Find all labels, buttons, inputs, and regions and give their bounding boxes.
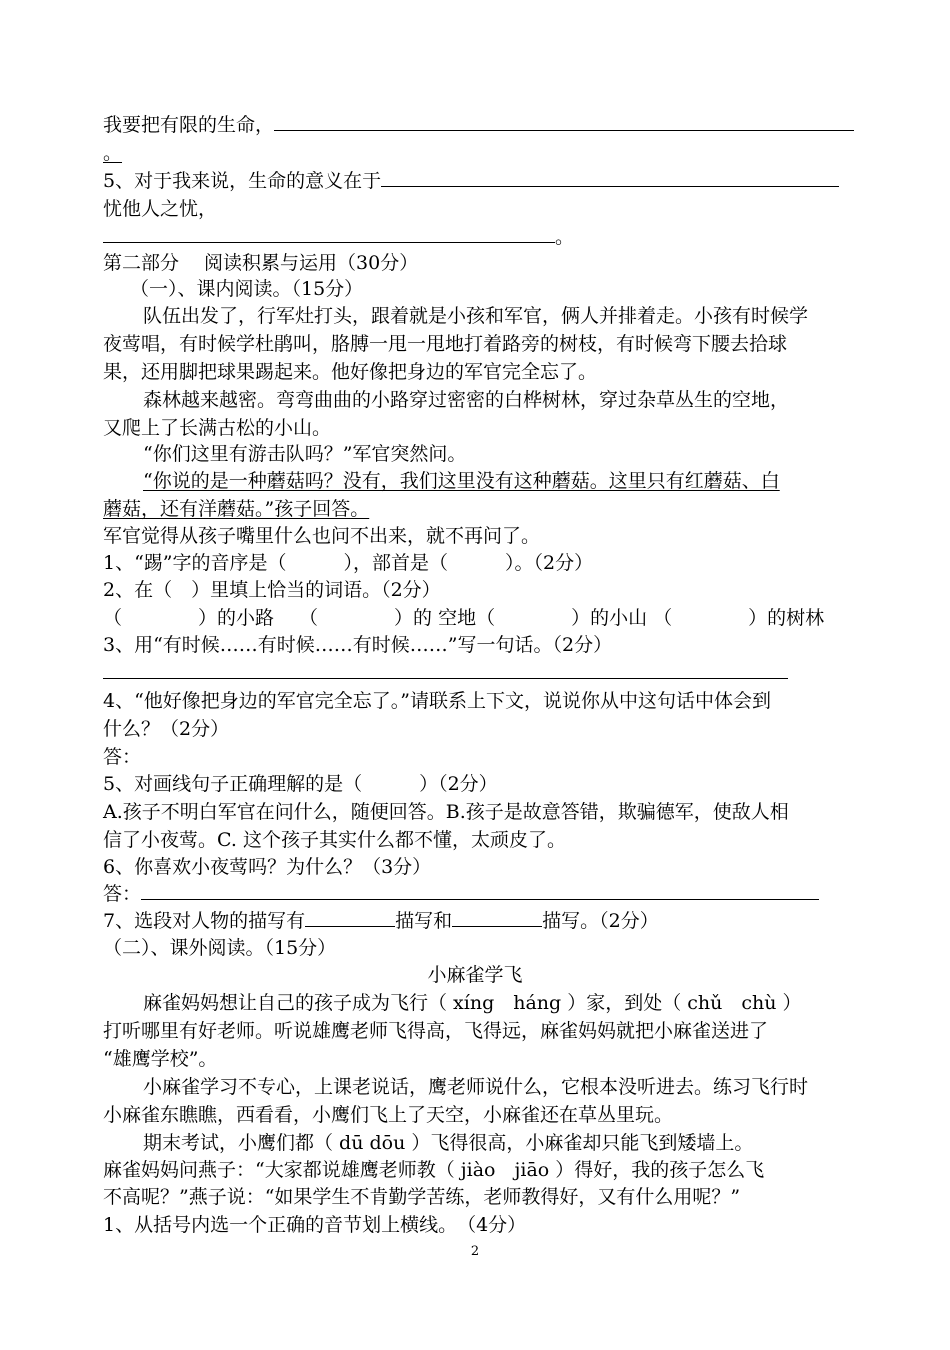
question-4: 4、“他好像把身边的军官完全忘了。”请联系上下文，说说你从中这句话中体会到	[103, 690, 772, 712]
text-life: 我要把有限的生命，	[103, 114, 275, 136]
question-4-cont: 什么？（2分）	[103, 718, 230, 740]
q3-answer-line	[103, 660, 788, 686]
passage-line: 夜莺唱，有时候学杜鹃叫，胳膊一甩一甩地打着路旁的树枝，有时候弯下腰去拾球	[103, 333, 788, 355]
q7-text: 描写和	[395, 910, 453, 932]
passage-line: 又爬上了长满古松的小山。	[103, 417, 332, 439]
story-line: “雄鹰学校”。	[103, 1048, 218, 1070]
passage-line: 果，还用脚把球果踢起来。他好像把身边的军官完全忘了。	[103, 361, 598, 383]
part2-heading: 第二部分 阅读积累与运用（30分）	[103, 252, 419, 274]
question-5: 5、对画线句子正确理解的是（ ）（2分）	[103, 773, 498, 795]
passage-line: 森林越来越密。弯弯曲曲的小路穿过密密的白桦树林，穿过杂草丛生的空地，	[143, 389, 790, 411]
fill-line-period	[103, 140, 122, 166]
section1-title: （一）、课内阅读。（15分）	[130, 278, 364, 300]
q5-options: 信了小夜莺。C. 这个孩子其实什么都不懂，太顽皮了。	[103, 829, 566, 851]
question-2-blanks[interactable]: （ ）的小路 （ ）的 空地（ ）的小山 （ ）的树林	[103, 607, 825, 629]
story-line: 期末考试，小鹰们都（ dū dōu ）飞得很高，小麻雀却只能飞到矮墙上。	[143, 1132, 754, 1154]
question-2: 2、在（ ）里填上恰当的词语。（2分）	[103, 579, 441, 601]
underlined-sentence: 蘑菇，还有洋蘑菇。”孩子回答。	[103, 498, 370, 520]
story-title: 小麻雀学飞	[427, 964, 523, 986]
passage-line: 队伍出发了，行军灶打头，跟着就是小孩和军官，俩人并排着走。小孩有时候学	[143, 305, 809, 327]
question-6: 6、你喜欢小夜莺吗？为什么？（3分）	[103, 856, 432, 878]
underlined-sentence: “你说的是一种蘑菇吗？没有，我们这里没有这种蘑菇。这里只有红蘑菇、白	[143, 470, 780, 492]
blank-line[interactable]	[381, 168, 839, 187]
question-7	[103, 908, 659, 934]
q5-end-line	[103, 224, 574, 250]
q5-continued: 忧他人之忧，	[103, 198, 218, 220]
story-line: 小麻雀学习不专心，上课老说话，鹰老师说什么，它根本没听进去。练习飞行时	[143, 1076, 809, 1098]
q5-text: 5、对于我来说，生命的意义在于	[103, 170, 382, 192]
passage-line: 军官觉得从孩子嘴里什么也问不出来，就不再问了。	[103, 525, 541, 547]
fill-line-life	[103, 112, 854, 138]
q7-text: 描写。（2分）	[542, 910, 659, 932]
blank-line[interactable]	[141, 881, 819, 900]
answer-label: 答：	[103, 746, 142, 768]
q5-end: 。	[555, 226, 575, 248]
q7-text: 7、选段对人物的描写有	[103, 910, 306, 932]
q5-options: A.孩子不明白军官在问什么，随便回答。B.孩子是故意答错，欺骗德军，使敌人相	[103, 801, 789, 823]
passage-line: “你们这里有游击队吗？”军官突然问。	[143, 443, 467, 465]
answer-label: 答：	[103, 883, 142, 905]
story-line: 打听哪里有好老师。听说雄鹰老师飞得高，飞得远，麻雀妈妈就把小麻雀送进了	[103, 1020, 769, 1042]
section2-title: （二）、课外阅读。（15分）	[103, 937, 337, 959]
blank-line[interactable]	[452, 908, 542, 927]
story-line: 不高呢？”燕子说：“如果学生不肯勤学苦练，老师教得好，又有什么用呢？”	[103, 1186, 741, 1208]
blank-line[interactable]	[103, 660, 788, 679]
q6-answer-line	[103, 881, 819, 907]
question-5-life	[103, 168, 839, 194]
story-line: 小麻雀东瞧瞧，西看看，小鹰们飞上了天空，小麻雀还在草丛里玩。	[103, 1104, 674, 1126]
story-line: 麻雀妈妈想让自己的孩子成为飞行（ xíng háng ）家，到处（ chǔ chù ）	[143, 992, 802, 1014]
page-number: 2	[470, 1244, 480, 1259]
blank-line[interactable]	[274, 112, 854, 131]
question-1: 1、“踢”字的音序是（ ），部首是（ ）。（2分）	[103, 552, 594, 574]
blank-line[interactable]	[103, 224, 555, 243]
story-line: 麻雀妈妈问燕子：“大家都说雄鹰老师教（ jiào jiāo ）得好，我的孩子怎么飞	[103, 1159, 765, 1181]
period-text: 。	[103, 142, 123, 164]
blank-line[interactable]	[305, 908, 395, 927]
question-3: 3、用“有时候……有时候……有时候……”写一句话。（2分）	[103, 634, 613, 656]
story-question-1: 1、从括号内选一个正确的音节划上横线。 （4分）	[103, 1214, 527, 1236]
